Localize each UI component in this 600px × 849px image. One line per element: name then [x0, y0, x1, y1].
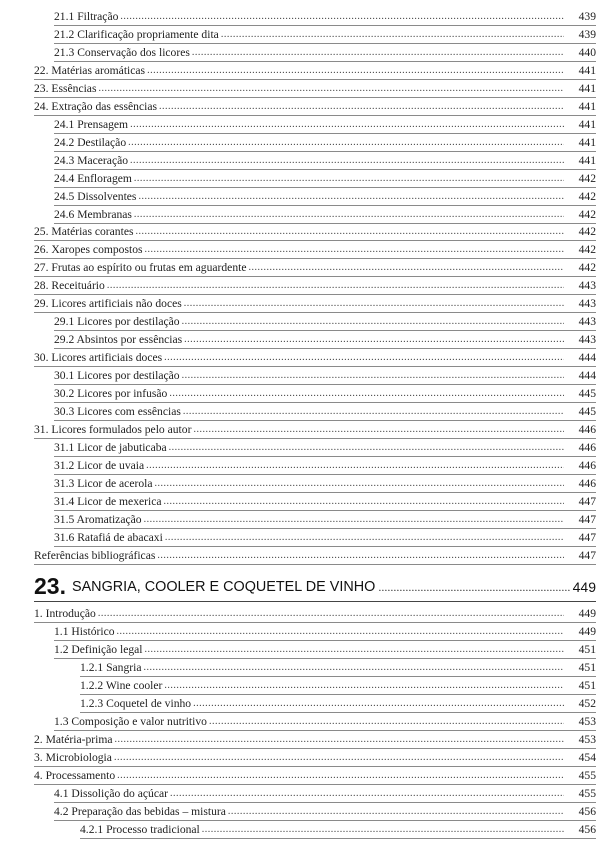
toc-leader-dots	[120, 10, 564, 24]
toc-entry-page: 444	[578, 351, 596, 365]
toc-entry[interactable]	[34, 546, 596, 565]
toc-entry-page: 441	[578, 63, 596, 77]
toc-entry-label: 1.2.2 Wine cooler	[80, 678, 163, 692]
chapter-heading[interactable]	[34, 572, 596, 598]
toc-entry-label: 24. Extração das essências	[34, 99, 157, 113]
toc-entry-page: 441	[578, 135, 596, 149]
toc-entry-label: 26. Xaropes compostos	[34, 243, 143, 257]
toc-entry[interactable]	[54, 151, 596, 170]
toc-entry[interactable]	[54, 802, 596, 821]
toc-leader-dots	[221, 28, 564, 42]
toc-leader-dots	[183, 405, 564, 419]
toc-entry-label: 29. Licores artificiais não doces	[34, 297, 182, 311]
toc-entry[interactable]	[54, 115, 596, 134]
toc-entry-page: 442	[578, 243, 596, 257]
toc-entry[interactable]	[54, 402, 596, 421]
toc-leader-dots	[138, 190, 564, 204]
toc-entry-label: 24.3 Maceração	[54, 153, 129, 167]
toc-leader-dots	[107, 279, 564, 293]
toc-entry-label: 29.2 Absintos por essências	[54, 333, 183, 347]
toc-entry-label: 4.2 Preparação das bebidas – mistura	[54, 804, 226, 818]
toc-entry-page: 440	[578, 45, 596, 59]
toc-entry[interactable]	[34, 295, 596, 314]
toc-leader-dots	[145, 643, 564, 657]
toc-entry-page: 447	[578, 548, 596, 562]
chapter-page-number: 449	[572, 579, 596, 595]
toc-leader-dots	[98, 82, 564, 96]
toc-entry-label: 1.3 Composição e valor nutritivo	[54, 714, 207, 728]
toc-entry-label: 4.1 Dissolição do açúcar	[54, 786, 168, 800]
toc-entry[interactable]	[54, 622, 596, 641]
toc-entry[interactable]	[34, 97, 596, 116]
toc-leader-dots	[249, 261, 565, 275]
toc-entry[interactable]	[80, 676, 596, 695]
toc-leader-dots	[182, 315, 564, 329]
toc-leader-dots	[144, 513, 564, 527]
toc-leader-dots	[155, 477, 565, 491]
chapter-leader-dots	[378, 580, 569, 598]
toc-entry-page: 445	[578, 387, 596, 401]
toc-entry[interactable]	[54, 367, 596, 386]
toc-leader-dots	[130, 118, 564, 132]
toc-entry[interactable]	[54, 784, 596, 803]
toc-entry-page: 442	[578, 189, 596, 203]
toc-entry-page: 446	[578, 458, 596, 472]
toc-entry[interactable]	[54, 169, 596, 188]
toc-entry-page: 443	[578, 297, 596, 311]
toc-entry-label: 22. Matérias aromáticas	[34, 63, 146, 77]
toc-entry-page: 441	[578, 81, 596, 95]
toc-leader-dots	[228, 805, 564, 819]
toc-entry-label: 2. Matéria-prima	[34, 732, 113, 746]
toc-entry-label: 29.1 Licores por destilação	[54, 315, 180, 329]
toc-leader-dots	[202, 823, 564, 837]
toc-entry-label: 1.2.1 Sangria	[80, 660, 142, 674]
toc-entry-page: 447	[578, 494, 596, 508]
toc-entry-page: 453	[578, 732, 596, 746]
toc-entry-label: 31.4 Licor de mexerica	[54, 494, 162, 508]
toc-entry-label: 1. Introdução	[34, 606, 96, 620]
toc-entry-label: 31.5 Aromatização	[54, 512, 142, 526]
toc-leader-dots	[209, 715, 564, 729]
toc-entry-label: 31.1 Licor de jabuticaba	[54, 440, 167, 454]
chapter-rule	[34, 601, 596, 602]
toc-entry-label: 1.2 Definição legal	[54, 642, 143, 656]
toc-leader-dots	[192, 46, 564, 60]
toc-entry-page: 443	[578, 315, 596, 329]
toc-leader-dots	[147, 64, 564, 78]
toc-entry-label: 24.5 Dissolventes	[54, 189, 137, 203]
toc-entry-label: 30.3 Licores com essências	[54, 404, 181, 418]
toc-entry-page: 447	[578, 530, 596, 544]
toc-entry[interactable]	[54, 8, 596, 27]
toc-entry-page: 449	[578, 606, 596, 620]
toc-entry-label: 21.2 Clarificação propriamente dita	[54, 28, 219, 42]
toc-entry-page: 446	[578, 440, 596, 454]
toc-entry-label: 30.2 Licores por infusão	[54, 387, 168, 401]
toc-entry[interactable]	[34, 79, 596, 98]
toc-entry-page: 447	[578, 512, 596, 526]
toc-entry[interactable]	[34, 766, 596, 785]
toc-entry-label: 24.1 Prensagem	[54, 117, 129, 131]
toc-leader-dots	[134, 172, 564, 186]
toc-leader-dots	[128, 136, 564, 150]
toc-entry[interactable]	[34, 420, 596, 439]
toc-entry[interactable]	[80, 694, 596, 713]
toc-entry[interactable]	[34, 241, 596, 260]
toc-leader-dots	[164, 351, 564, 365]
toc-entry-label: 21.1 Filtração	[54, 10, 119, 24]
chapter-number: 23.	[34, 573, 66, 599]
toc-entry-page: 439	[578, 28, 596, 42]
toc-entry[interactable]	[54, 331, 596, 350]
toc-entry[interactable]	[54, 712, 596, 731]
chapter-title: SANGRIA, COOLER E COQUETEL DE VINHO	[71, 579, 376, 595]
toc-leader-dots	[130, 154, 564, 168]
toc-entry-label: 1.2.3 Coquetel de vinho	[80, 696, 192, 710]
toc-entry-page: 446	[578, 422, 596, 436]
toc-entry-page: 441	[578, 99, 596, 113]
toc-entry-label: 23. Essências	[34, 81, 97, 95]
toc-leader-dots	[193, 697, 564, 711]
toc-entry-page: 443	[578, 333, 596, 347]
toc-entry-label: 31.6 Ratafiá de abacaxi	[54, 530, 163, 544]
toc-entry[interactable]	[54, 313, 596, 332]
toc-entry[interactable]	[80, 820, 596, 839]
toc-entry-page: 456	[578, 804, 596, 818]
toc-entry-page: 455	[578, 768, 596, 782]
toc-entry[interactable]	[54, 133, 596, 152]
toc-entry-page: 439	[578, 10, 596, 24]
toc-entry[interactable]	[34, 259, 596, 278]
toc-leader-dots	[117, 769, 564, 783]
toc-entry[interactable]	[54, 640, 596, 659]
toc-entry-page: 452	[578, 696, 596, 710]
toc-entry[interactable]	[54, 205, 596, 224]
toc-entry-page: 441	[578, 117, 596, 131]
toc-leader-dots	[144, 661, 564, 675]
toc-entry[interactable]	[34, 349, 596, 368]
toc-leader-dots	[182, 369, 564, 383]
toc-entry-page: 451	[578, 660, 596, 674]
toc-entry-page: 442	[578, 261, 596, 275]
toc-entry-page: 451	[578, 678, 596, 692]
toc-entry[interactable]	[54, 25, 596, 44]
toc-entry-label: 4.2.1 Processo tradicional	[80, 822, 200, 836]
toc-leader-dots	[98, 607, 564, 621]
toc-leader-dots	[157, 549, 564, 563]
toc-leader-dots	[146, 459, 564, 473]
toc-entry-page: 442	[578, 171, 596, 185]
toc-entry[interactable]	[34, 748, 596, 767]
toc-leader-dots	[164, 495, 564, 509]
toc-leader-dots	[169, 387, 564, 401]
toc-leader-dots	[193, 423, 564, 437]
toc-entry-page: 443	[578, 279, 596, 293]
toc-entry-page: 453	[578, 714, 596, 728]
toc-entry[interactable]	[54, 474, 596, 493]
toc-entry-page: 455	[578, 786, 596, 800]
toc-leader-dots	[135, 225, 564, 239]
toc-leader-dots	[145, 243, 564, 257]
toc-entry-page: 441	[578, 153, 596, 167]
toc-entry-page: 456	[578, 822, 596, 836]
toc-entry-label: 30.1 Licores por destilação	[54, 369, 180, 383]
toc-entry-page: 444	[578, 369, 596, 383]
toc-leader-dots	[117, 625, 564, 639]
toc-entry[interactable]	[54, 43, 596, 62]
toc-entry-label: 24.4 Enfloragem	[54, 171, 132, 185]
toc-entry[interactable]	[34, 730, 596, 749]
toc-entry-label: 31. Licores formulados pelo autor	[34, 422, 192, 436]
toc-entry[interactable]	[54, 438, 596, 457]
toc-entry[interactable]	[34, 604, 596, 623]
toc-entry[interactable]	[34, 277, 596, 296]
toc-entry-page: 454	[578, 750, 596, 764]
toc-entry[interactable]	[54, 492, 596, 511]
toc-entry-page: 446	[578, 476, 596, 490]
toc-leader-dots	[169, 441, 564, 455]
toc-entry[interactable]	[54, 510, 596, 529]
toc-entry[interactable]	[54, 187, 596, 206]
toc-entry-label: 31.3 Licor de acerola	[54, 476, 153, 490]
toc-entry-label: 3. Microbiologia	[34, 750, 112, 764]
toc-entry[interactable]	[80, 658, 596, 677]
toc-entry-page: 442	[578, 225, 596, 239]
toc-entry-label: Referências bibliográficas	[34, 548, 156, 562]
toc-leader-dots	[170, 787, 564, 801]
toc-entry-label: 25. Matérias corantes	[34, 225, 134, 239]
toc-leader-dots	[184, 333, 564, 347]
toc-entry-page: 442	[578, 207, 596, 221]
toc-entry-label: 30. Licores artificiais doces	[34, 351, 163, 365]
toc-leader-dots	[134, 208, 564, 222]
toc-leader-dots	[165, 531, 564, 545]
toc-entry-page: 451	[578, 642, 596, 656]
toc-entry[interactable]	[34, 223, 596, 242]
toc-leader-dots	[164, 679, 564, 693]
toc-entry[interactable]	[34, 61, 596, 80]
toc-entry[interactable]	[54, 456, 596, 475]
toc-entry-label: 21.3 Conservação dos licores	[54, 45, 190, 59]
toc-entry-label: 31.2 Licor de uvaia	[54, 458, 145, 472]
toc-leader-dots	[159, 100, 564, 114]
toc-entry[interactable]	[54, 384, 596, 403]
toc-entry-page: 449	[578, 624, 596, 638]
toc-leader-dots	[184, 297, 564, 311]
toc-entry-label: 24.2 Destilação	[54, 135, 127, 149]
toc-entry[interactable]	[54, 528, 596, 547]
toc-entry-page: 445	[578, 404, 596, 418]
toc-entry-label: 4. Processamento	[34, 768, 116, 782]
toc-leader-dots	[115, 733, 564, 747]
toc-entry-label: 28. Receituário	[34, 279, 105, 293]
toc-entry-label: 1.1 Histórico	[54, 624, 115, 638]
toc-leader-dots	[114, 751, 564, 765]
toc-entry-label: 24.6 Membranas	[54, 207, 132, 221]
toc-entry-label: 27. Frutas ao espírito ou frutas em aguardente	[34, 261, 247, 275]
